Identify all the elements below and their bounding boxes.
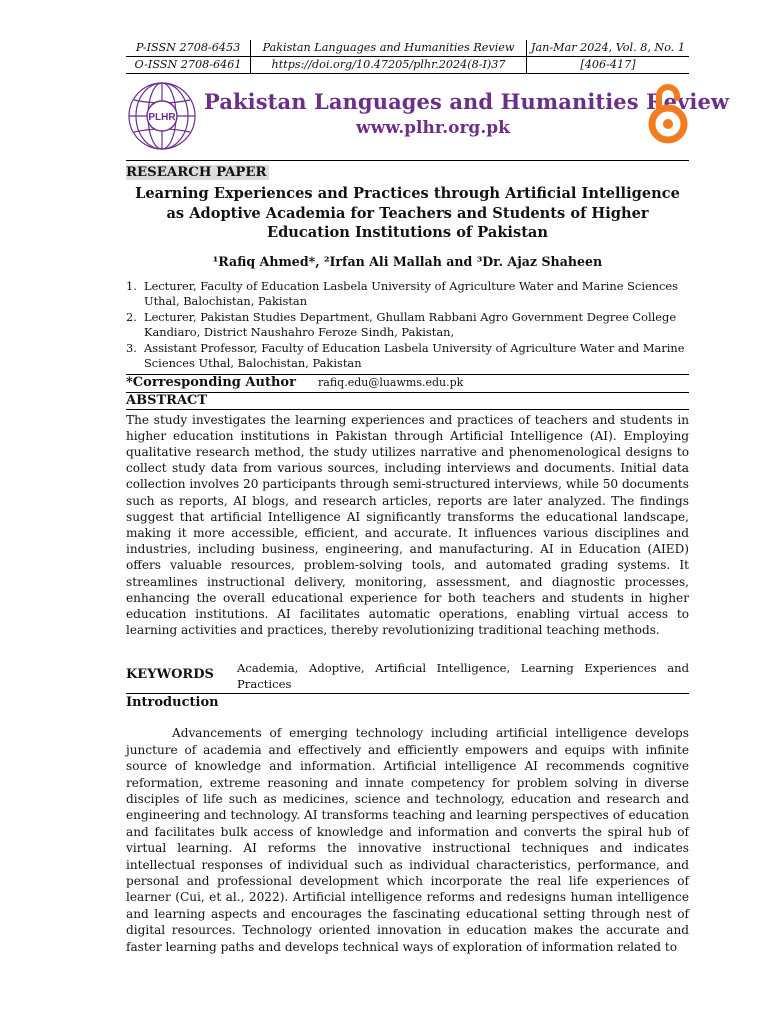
keywords-text: Academia, Adoptive, Artificial Intelligence, Learning Experiences and Practices xyxy=(237,661,689,692)
abstract-heading: ABSTRACT xyxy=(126,393,689,410)
affiliation-number: 1. xyxy=(126,278,137,293)
affiliation-item xyxy=(126,279,689,309)
affiliation-text: Lecturer, Pakistan Studies Department, Ghullam Rabbani Agro Government Degree College Kandiaro, District Naushahro Feroze Sindh, Pakistan, xyxy=(144,309,677,339)
doi-link[interactable]: https://doi.org/10.47205/plhr.2024(8-I)37 xyxy=(251,57,527,74)
introduction-paragraph: Advancements of emerging technology including artificial intelligence develops juncture of academia and effectively and efficiently empowers and equips with infinite source of knowledge and information. Artificial intelligence AI recommends cognitive reformation, extreme reasoning and innate competency for problem solving in diverse disciples of life such as medicines, science and technology, education and research and engineering and technology. AI transforms teaching and learning perspectives of education and facilitates bulk access of knowledge and information and converts the spiral hub of virtual learning. AI reforms the innovative instructional techniques and indicates intellectual responses of individual such as individual characteristics, performance, and personal and professional development which incorporate the real life experiences of learner (Cui, et al., 2022). Artificial intelligence reforms and redesigns human intelligence and learning aspects and encourages the fascinating educational setting through nest of digital resources. Technology oriented innovation in education makes the accurate and faster learning paths and develops technical ways of exploration of information related to xyxy=(126,726,689,954)
affiliation-text: Lecturer, Faculty of Education Lasbela University of Agriculture Water and Marine Sciences Uthal, Balochistan, Pakistan xyxy=(144,278,679,308)
affiliation-text: Assistant Professor, Faculty of Education Lasbela University of Agriculture Water and Marine Sciences Uthal, Balochistan, Pakistan xyxy=(144,340,685,370)
corresponding-author-row xyxy=(126,374,689,393)
open-access-icon xyxy=(647,80,689,144)
corresponding-author-email[interactable]: rafiq.edu@luawms.edu.pk xyxy=(318,375,464,389)
journal-banner xyxy=(126,78,730,160)
corresponding-author-label: *Corresponding Author xyxy=(126,374,296,390)
paper-type-label: RESEARCH PAPER xyxy=(126,165,267,180)
journal-title-meta: Pakistan Languages and Humanities Review xyxy=(251,40,527,57)
affiliations-list xyxy=(126,279,689,371)
introduction-heading: Introduction xyxy=(126,695,219,711)
author-list: ¹Rafiq Ahmed*, ²Irfan Ali Mallah and ³Dr. Ajaz Shaheen xyxy=(212,253,603,269)
affiliation-item xyxy=(126,310,689,340)
plhr-globe-logo xyxy=(126,78,202,154)
page-range: [406-417] xyxy=(526,57,689,74)
abstract-text: The study investigates the learning experiences and practices of teachers and students in higher education institutions in Pakistan through Artificial Intelligence (AI). Employing qualitative research method, the study utilizes narrative and phenomenological designs to collect study data from various sources, including interviews and documents. Initial data collection involves 20 participants through semi-structured interviews, while 50 documents such as reports, AI blogs, and research articles, reports are later analyzed. The findings suggest that artificial Intelligence AI significantly transforms the educational landscape, making it more accessible, efficient, and accurate. It influences various disciplines and industries, including business, engineering, and manufacturing. AI in Education (AIED) offers valuable resources, problem-solving tools, and automated grading systems. It streamlines instructional delivery, monitoring, assessment, and diagnostic processes, enhancing the overall educational experience for both teachers and students in higher education institutions. AI facilitates automatic operations, enabling virtual access to learning activities and practices, thereby revolutionizing traditional teaching methods. xyxy=(126,412,690,638)
keywords-label: KEYWORDS xyxy=(126,667,214,683)
header-divider xyxy=(126,160,689,161)
keywords-row xyxy=(126,660,689,694)
logo-text: PLHR xyxy=(148,112,176,123)
journal-url[interactable]: www.plhr.org.pk xyxy=(356,118,510,138)
paper-page xyxy=(126,40,730,967)
paper-title: Learning Experiences and Practices through Artificial Intelligence as Adoptive Academia for Teachers and Students of Higher Education Institutions of Pakistan xyxy=(135,185,680,241)
affiliation-item xyxy=(126,341,689,371)
issue-info: Jan-Mar 2024, Vol. 8, No. 1 xyxy=(526,40,689,57)
journal-meta-table xyxy=(126,40,689,74)
journal-name: Pakistan Languages and Humanities Review xyxy=(204,89,730,114)
affiliation-number: 3. xyxy=(126,340,137,355)
affiliation-number: 2. xyxy=(126,309,137,324)
print-issn: P-ISSN 2708-6453 xyxy=(126,40,251,57)
online-issn: O-ISSN 2708-6461 xyxy=(126,57,251,74)
